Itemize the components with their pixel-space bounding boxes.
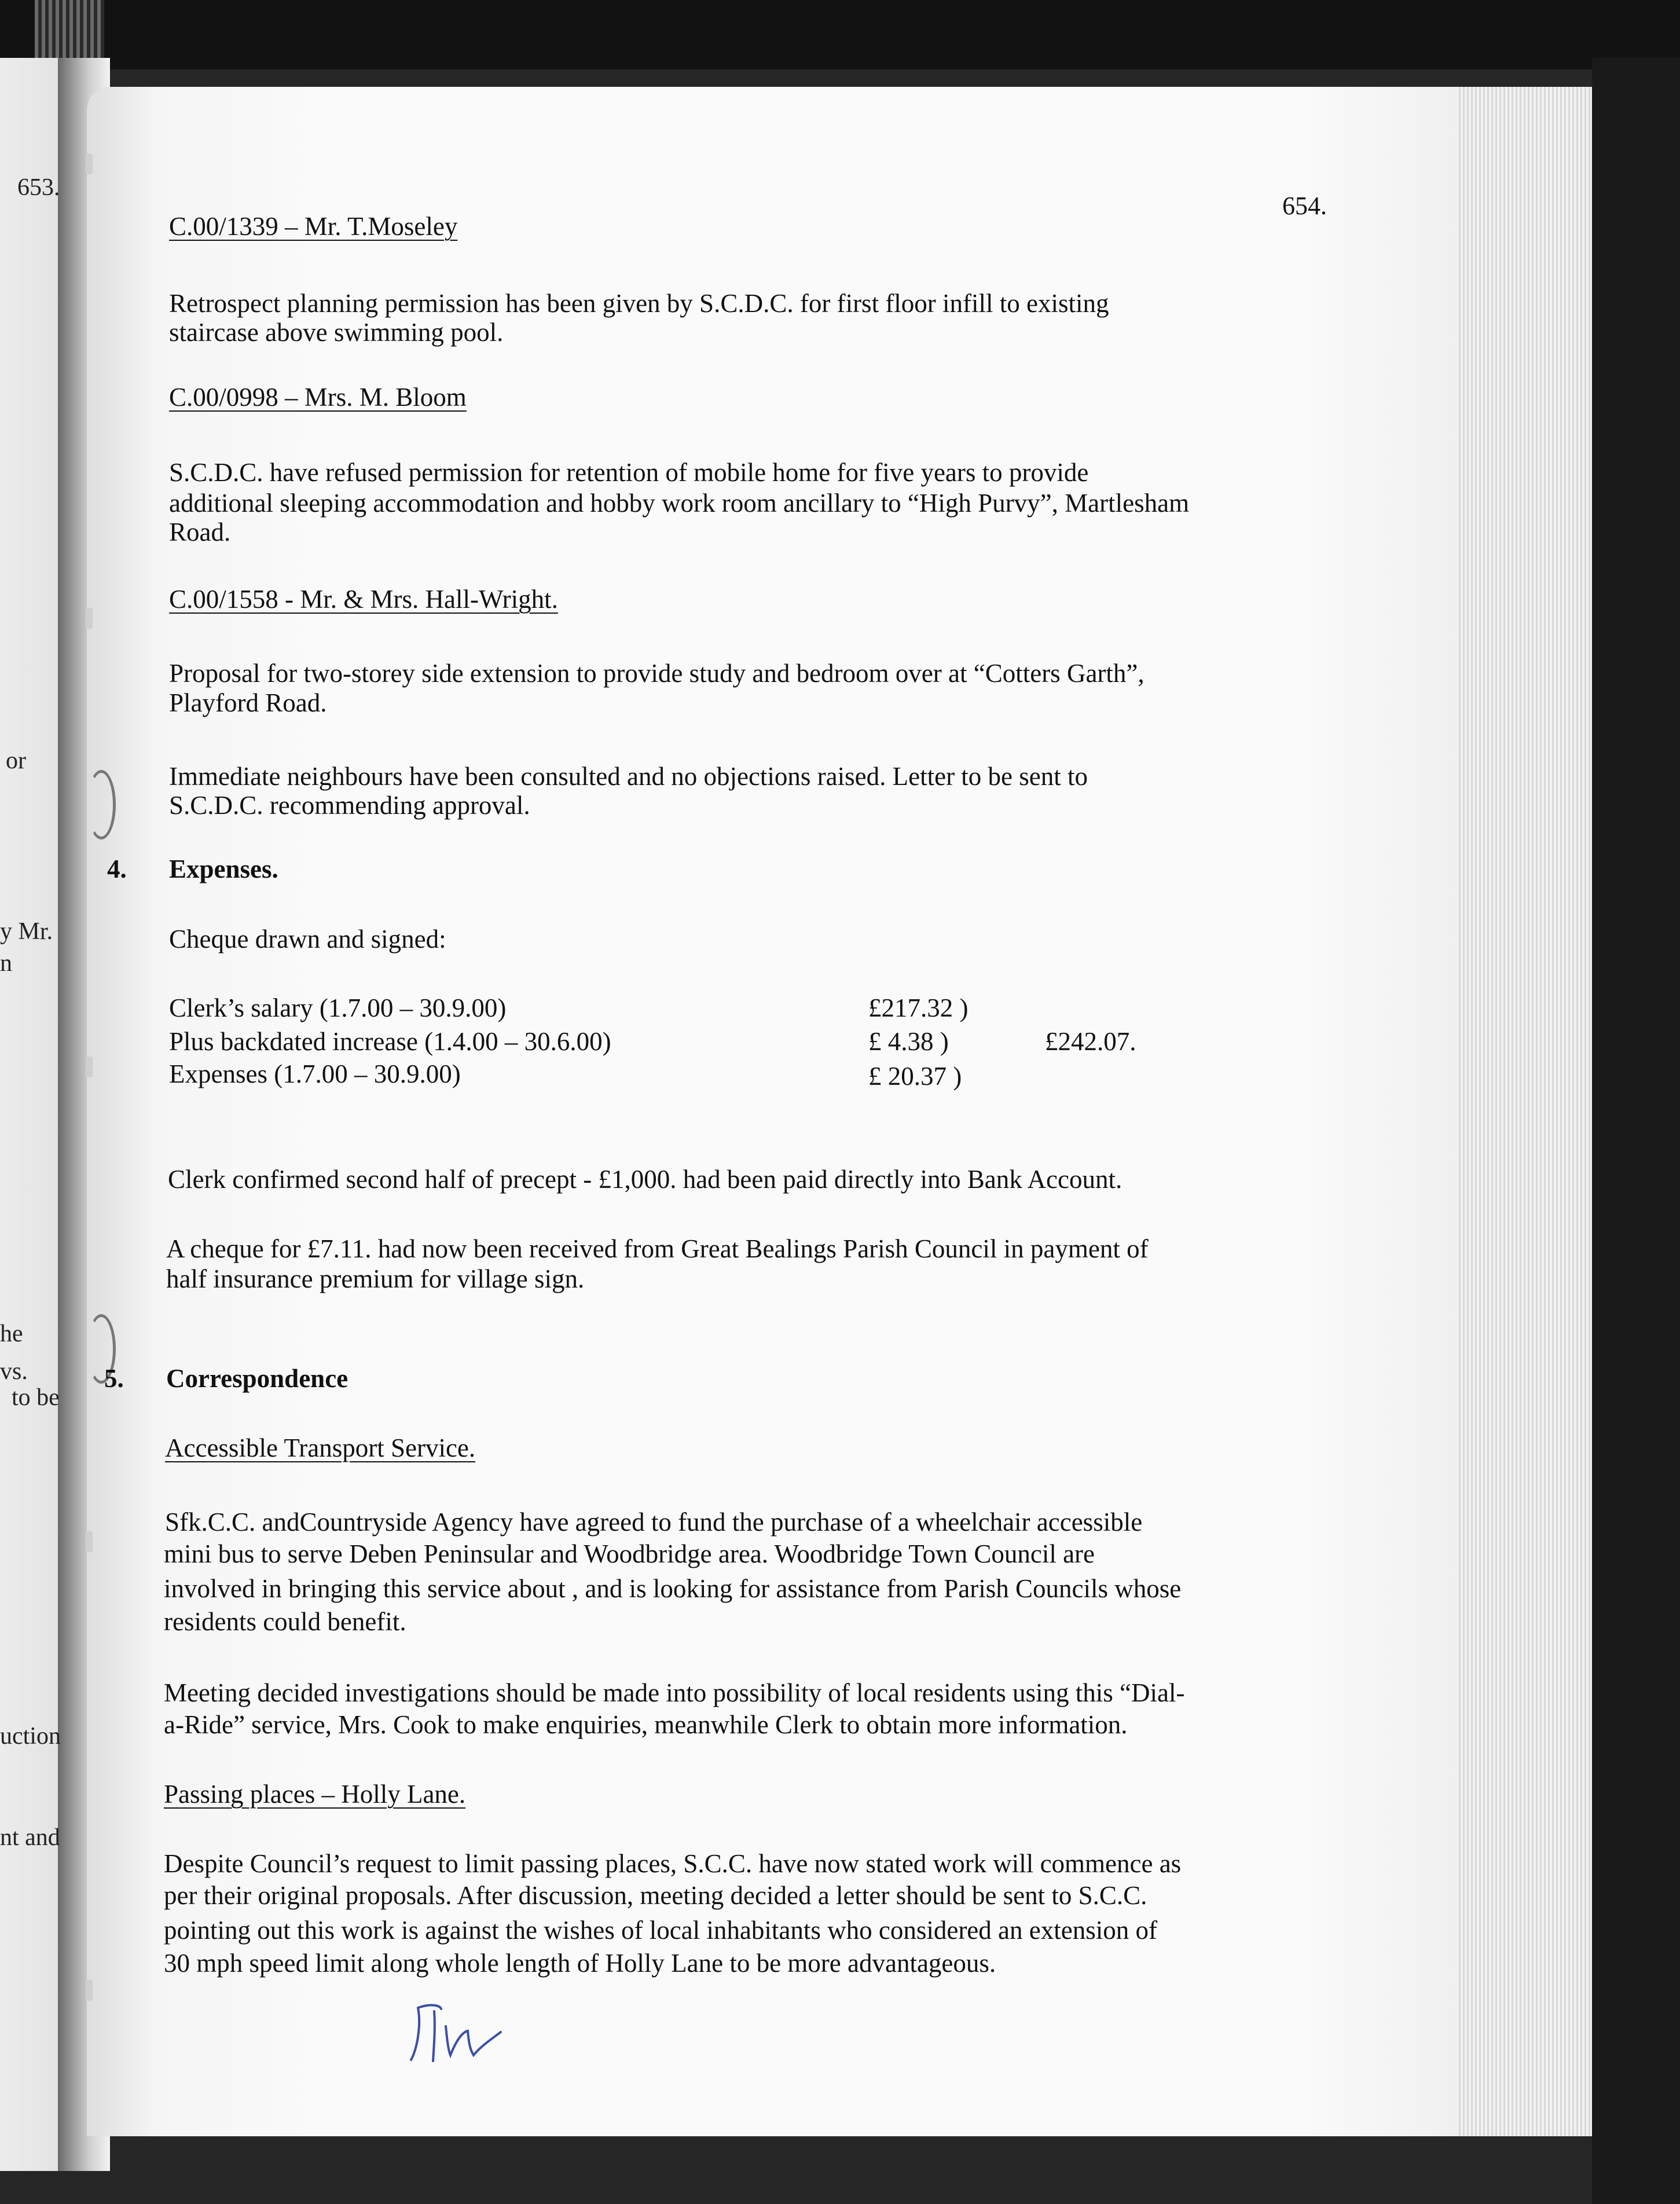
- section-heading-hallwright: C.00/1558 - Mr. & Mrs. Hall-Wright.: [169, 585, 558, 614]
- paragraph-line: Clerk confirmed second half of precept - £1,000. had been paid directly into Bank Account.: [168, 1165, 1123, 1194]
- paragraph-line: S.C.D.C. recommending approval.: [169, 791, 530, 820]
- left-fragment: nt and: [0, 1824, 60, 1851]
- page-number: 654.: [1282, 192, 1327, 220]
- paragraph-line: S.C.D.C. have refused permission for retention of mobile home for five years to provide: [169, 458, 1089, 487]
- paragraph-line: pointing out this work is against the wishes of local inhabitants who considered an extension of: [164, 1916, 1157, 1945]
- paragraph-line: per their original proposals. After discussion, meeting decided a letter should be sent to S.C.C.: [164, 1881, 1147, 1910]
- paragraph-line: staircase above swimming pool.: [169, 318, 504, 347]
- paragraph-line: Cheque drawn and signed:: [169, 925, 446, 954]
- section-number: 5.: [104, 1364, 124, 1393]
- left-fragment: he: [0, 1321, 23, 1347]
- paragraph-line: involved in bringing this service about , and is looking for assistance from Parish Councils whose: [164, 1574, 1182, 1603]
- paragraph-line: A cheque for £7.11. had now been received from Great Bealings Parish Council in payment of: [166, 1234, 1149, 1263]
- paragraph-line: Sfk.C.C. andCountryside Agency have agreed to fund the purchase of a wheelchair accessible: [165, 1508, 1143, 1536]
- paragraph-line: Proposal for two-storey side extension to provide study and bedroom over at “Cotters Garth”,: [169, 659, 1145, 688]
- expense-amount: £217.32 ): [868, 993, 969, 1022]
- section-heading-correspondence: Correspondence: [166, 1364, 349, 1393]
- left-fragment: n: [0, 950, 12, 977]
- subheading-passing-places: Passing places – Holly Lane.: [164, 1780, 466, 1809]
- paragraph-line: Retrospect planning permission has been given by S.C.D.C. for first floor infill to existing: [169, 289, 1109, 318]
- paragraph-line: 30 mph speed limit along whole length of Holly Lane to be more advantageous.: [164, 1949, 996, 1978]
- paragraph-line: Road.: [169, 518, 231, 547]
- left-fragment: or: [6, 747, 26, 774]
- subheading-transport: Accessible Transport Service.: [165, 1433, 476, 1462]
- paragraph-line: half insurance premium for village sign.: [166, 1264, 585, 1293]
- paragraph-line: additional sleeping accommodation and hobby work room ancillary to “High Purvy”, Martlesham: [169, 489, 1190, 518]
- section-number: 4.: [107, 855, 127, 883]
- paragraph-line: a-Ride” service, Mrs. Cook to make enquiries, meanwhile Clerk to obtain more information.: [164, 1710, 1128, 1739]
- paragraph-line: Despite Council’s request to limit passing places, S.C.C. have now stated work will commence as: [164, 1849, 1182, 1878]
- paragraph-line: Immediate neighbours have been consulted and no objections raised. Letter to be sent to: [169, 762, 1088, 791]
- section-heading-moseley: C.00/1339 – Mr. T.Moseley: [169, 212, 458, 241]
- expense-label: Plus backdated increase (1.4.00 – 30.6.00): [169, 1027, 611, 1056]
- expense-label: Expenses (1.7.00 – 30.9.00): [169, 1059, 461, 1088]
- handwritten-initials: [405, 1992, 509, 2073]
- paragraph-line: Meeting decided investigations should be made into possibility of local residents using this “Dial-: [164, 1678, 1185, 1707]
- paragraph-line: Playford Road.: [169, 688, 327, 717]
- paragraph-line: residents could benefit.: [164, 1607, 406, 1636]
- left-fragment: to be: [12, 1384, 60, 1411]
- expense-total: £242.07.: [1045, 1027, 1136, 1056]
- paragraph-line: mini bus to serve Deben Peninsular and Woodbridge area. Woodbridge Town Council are: [164, 1539, 1095, 1568]
- section-heading-expenses: Expenses.: [169, 855, 278, 883]
- left-fragment: uction: [0, 1723, 61, 1750]
- left-fragment: y Mr.: [0, 918, 53, 945]
- left-fragment: vs.: [0, 1358, 28, 1385]
- section-heading-bloom: C.00/0998 – Mrs. M. Bloom: [169, 383, 467, 412]
- left-page-number: 653.: [17, 174, 60, 201]
- expense-amount: £ 4.38 ): [868, 1027, 949, 1056]
- expense-amount: £ 20.37 ): [868, 1062, 962, 1091]
- expense-label: Clerk’s salary (1.7.00 – 30.9.00): [169, 993, 507, 1022]
